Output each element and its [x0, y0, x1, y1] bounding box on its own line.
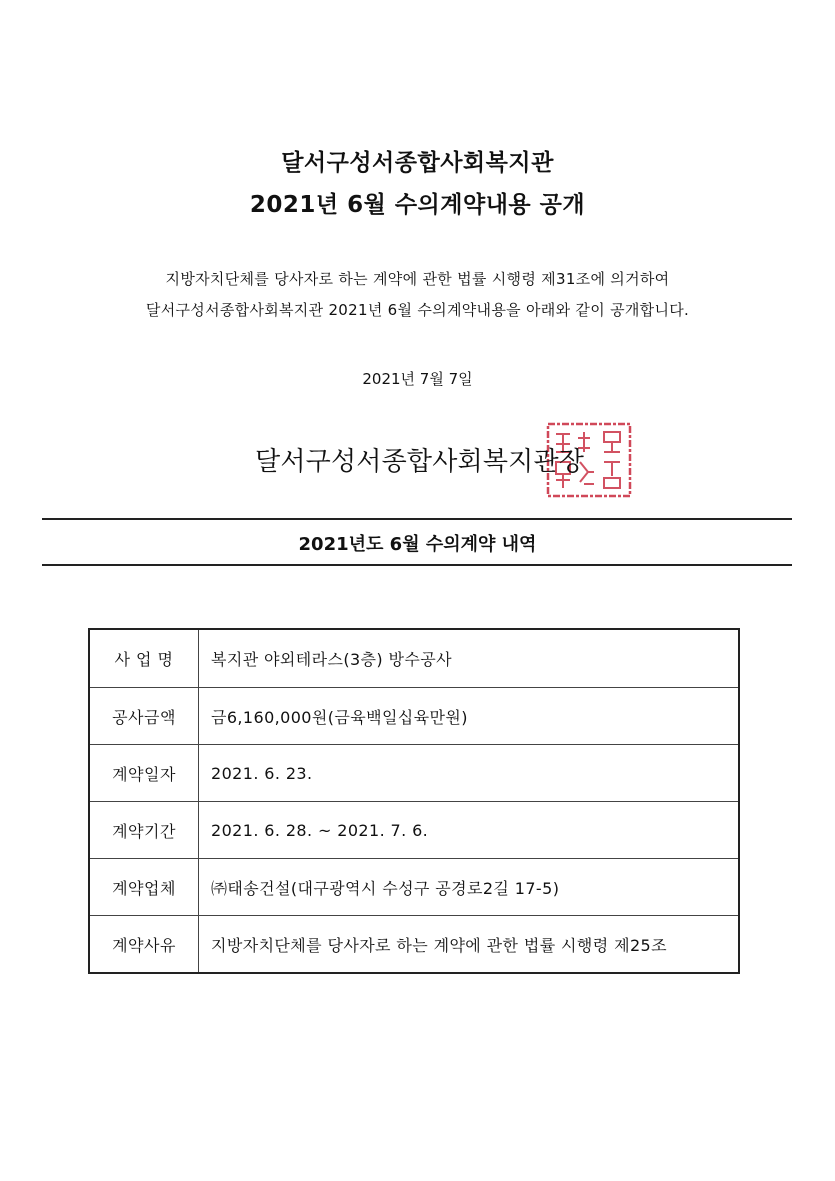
row-value: 2021. 6. 23.: [199, 745, 740, 802]
row-label: 사 업 명: [89, 629, 199, 688]
intro-line-1: 지방자치단체를 당사자로 하는 계약에 관한 법률 시행령 제31조에 의거하여: [165, 270, 670, 288]
title-line-1: 달서구성서종합사회복지관: [281, 150, 554, 176]
table-row: [89, 859, 739, 916]
row-label: 계약기간: [89, 802, 199, 859]
row-value: 금6,160,000원(금육백일십육만원): [199, 688, 740, 745]
title-line-2: 2021년 6월 수의계약내용 공개: [249, 192, 586, 218]
table-row: [89, 802, 739, 859]
section-heading: 2021년도 6월 수의계약 내역: [298, 534, 537, 555]
table-row: [89, 745, 739, 802]
section-divider-top: [42, 518, 792, 520]
table-row: [89, 629, 739, 688]
table-row: [89, 916, 739, 974]
signatory-name: 달서구성서종합사회복지관장: [255, 447, 585, 477]
table-row: [89, 688, 739, 745]
row-label: 계약업체: [89, 859, 199, 916]
row-value: ㈜태송건설(대구광역시 수성구 공경로2길 17-5): [199, 859, 740, 916]
row-value: 2021. 6. 28. ~ 2021. 7. 6.: [199, 802, 740, 859]
row-value: 지방자치단체를 당사자로 하는 계약에 관한 법률 시행령 제25조: [199, 916, 740, 974]
row-label: 계약일자: [89, 745, 199, 802]
section-divider-bottom: [42, 564, 792, 566]
row-label: 공사금액: [89, 688, 199, 745]
contract-details-table: [88, 628, 740, 974]
document-date: 2021년 7월 7일: [362, 370, 473, 388]
intro-line-2: 달서구성서종합사회복지관 2021년 6월 수의계약내용을 아래와 같이 공개합니다.: [145, 301, 690, 319]
row-value: 복지관 야외테라스(3층) 방수공사: [199, 629, 740, 688]
row-label: 계약사유: [89, 916, 199, 974]
